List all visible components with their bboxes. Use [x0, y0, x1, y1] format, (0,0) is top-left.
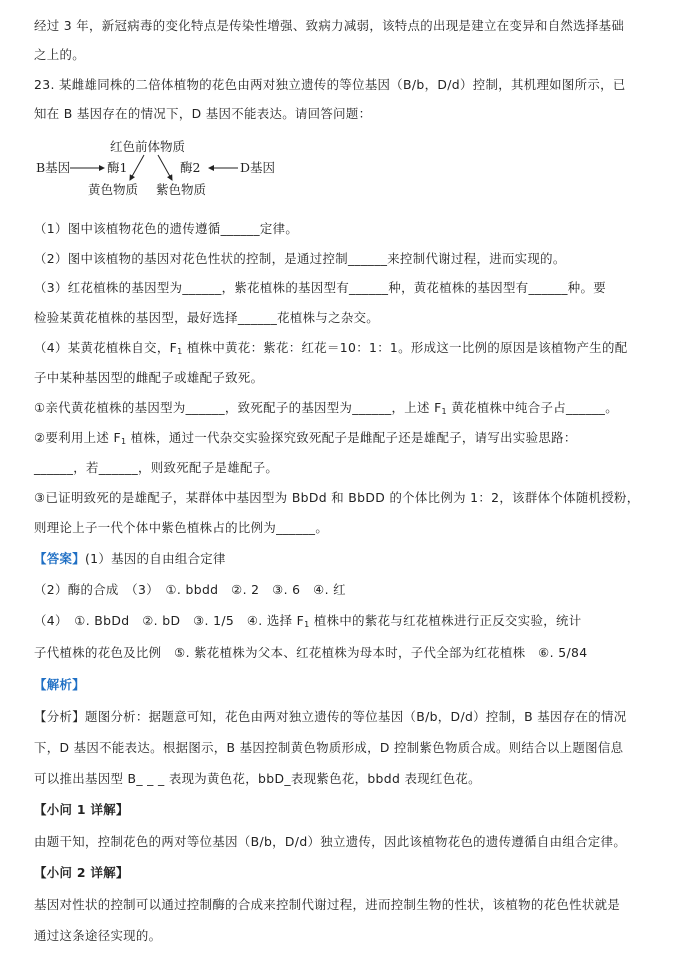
explanation-line: 通过这条途径实现的。	[34, 928, 162, 943]
arrow-to-yellow	[130, 155, 144, 180]
text-run: 植株，通过一代杂交实验探究致死配子是雌配子还是雄配子，请写出实验思路：	[126, 430, 577, 445]
text-run: ②要利用上述 F	[34, 430, 121, 445]
question-sub-2: ______，若______，则致死配子是雄配子。	[34, 460, 279, 475]
text-run: （4）某黄花植株自交，F	[34, 340, 178, 355]
red-precursor-label: 红色前体物质	[110, 139, 186, 154]
gene-d-label: D基因	[240, 160, 276, 175]
text-run: （4） ①. BbDd ②. bD ③. 1/5 ④. 选择 F	[34, 613, 305, 628]
answer-line: （2）酶的合成 （3） ①. bbdd ②. 2 ③. 6 ④. 红	[34, 582, 346, 597]
analysis-tag: 【解析】	[34, 677, 85, 692]
arrow-to-purple	[158, 155, 172, 180]
enzyme1-label: 酶1	[107, 160, 128, 175]
text-run: 植株中的紫花与红花植株进行正反交实验，统计	[309, 613, 582, 628]
question-part-3: 检验某黄花植株的基因型，最好选择______花植株与之杂交。	[34, 310, 380, 325]
answer-line	[34, 551, 674, 567]
text-run: ①亲代黄花植株的基因型为______，致死配子的基因型为______，上述 F	[34, 400, 442, 415]
gene-b-label: B基因	[36, 160, 71, 175]
question-part-2: （2）图中该植物的基因对花色性状的控制，是通过控制______来控制代谢过程，进而实现的。	[34, 251, 566, 266]
explanation-line: 基因对性状的控制可以通过控制酶的合成来控制代谢过程，进而控制生物的性状，该植物的花色性状就是	[34, 897, 621, 912]
question-sub-3: 则理论上子一代个体中紫色植株占的比例为______。	[34, 520, 329, 535]
subscript: 1	[304, 620, 310, 629]
sub-question-2-tag: 【小问 2 详解】	[34, 865, 129, 880]
question-23-line: 知在 B 基因存在的情况下，D 基因不能表达。请回答问题：	[34, 106, 372, 121]
question-sub-3: ③已证明致死的是雄配子，某群体中基因型为 BbDd 和 BbDD 的个体比例为 1：2，该群体个体随机授粉，	[34, 490, 640, 505]
text-run: (1）基因的自由组合定律	[84, 551, 226, 566]
analysis-line: 可以推出基因型 B_ _ _ 表现为黄色花，bbD_表现紫色花，bbdd 表现红色花。	[34, 771, 481, 786]
analysis-line: 【分析】题图分析：据题意可知，花色由两对独立遗传的等位基因（B/b，D/d）控制，B 基因存在的情况	[34, 709, 627, 724]
subscript: 1	[177, 347, 183, 356]
question-sub-2	[34, 430, 674, 450]
purple-substance-label: 紫色物质	[156, 182, 207, 197]
answer-tag: 【答案】	[34, 551, 85, 566]
text-line: 之上的。	[34, 47, 85, 62]
answer-line: 子代植株的花色及比例 ⑤. 紫花植株为父本、红花植株为母本时，子代全部为红花植株 ⑥. 5/84	[34, 645, 588, 660]
subscript: 1	[441, 407, 447, 416]
question-23-line: 23. 某雌雄同株的二倍体植物的花色由两对独立遗传的等位基因（B/b，D/d）控制，其机理如图所示，已	[34, 77, 626, 92]
analysis-line: 下，D 基因不能表达。根据图示，B 基因控制黄色物质形成，D 控制紫色物质合成。则结合以上题图信息	[34, 740, 624, 755]
question-part-3: （3）红花植株的基因型为______，紫花植株的基因型有______种，黄花植株的基因型有______种。要	[34, 280, 606, 295]
sub-question-1-tag: 【小问 1 详解】	[34, 802, 129, 817]
subscript: 1	[120, 437, 127, 446]
yellow-substance-label: 黄色物质	[88, 182, 139, 197]
text-line: 经过 3 年，新冠病毒的变化特点是传染性增强、致病力减弱，该特点的出现是建立在变异和自然选择基础	[34, 18, 625, 33]
explanation-line: 由题干知，控制花色的两对等位基因（B/b，D/d）独立遗传，因此该植物花色的遗传遵循自由组合定律。	[34, 834, 627, 849]
text-run: 黄花植株中纯合子占______。	[447, 400, 618, 415]
question-part-4	[34, 340, 674, 360]
enzyme2-label: 酶2	[180, 160, 201, 175]
text-run: 植株中黄花：紫花：红花＝10：1：1。形成这一比例的原因是该植物产生的配	[182, 340, 628, 355]
gene-pathway-diagram	[34, 136, 294, 200]
question-part-4: 子中某种基因型的雌配子或雄配子致死。	[34, 370, 264, 385]
question-part-1: （1）图中该植物花色的遗传遵循______定律。	[34, 221, 299, 236]
answer-line	[34, 613, 674, 633]
question-sub-1	[34, 400, 674, 420]
